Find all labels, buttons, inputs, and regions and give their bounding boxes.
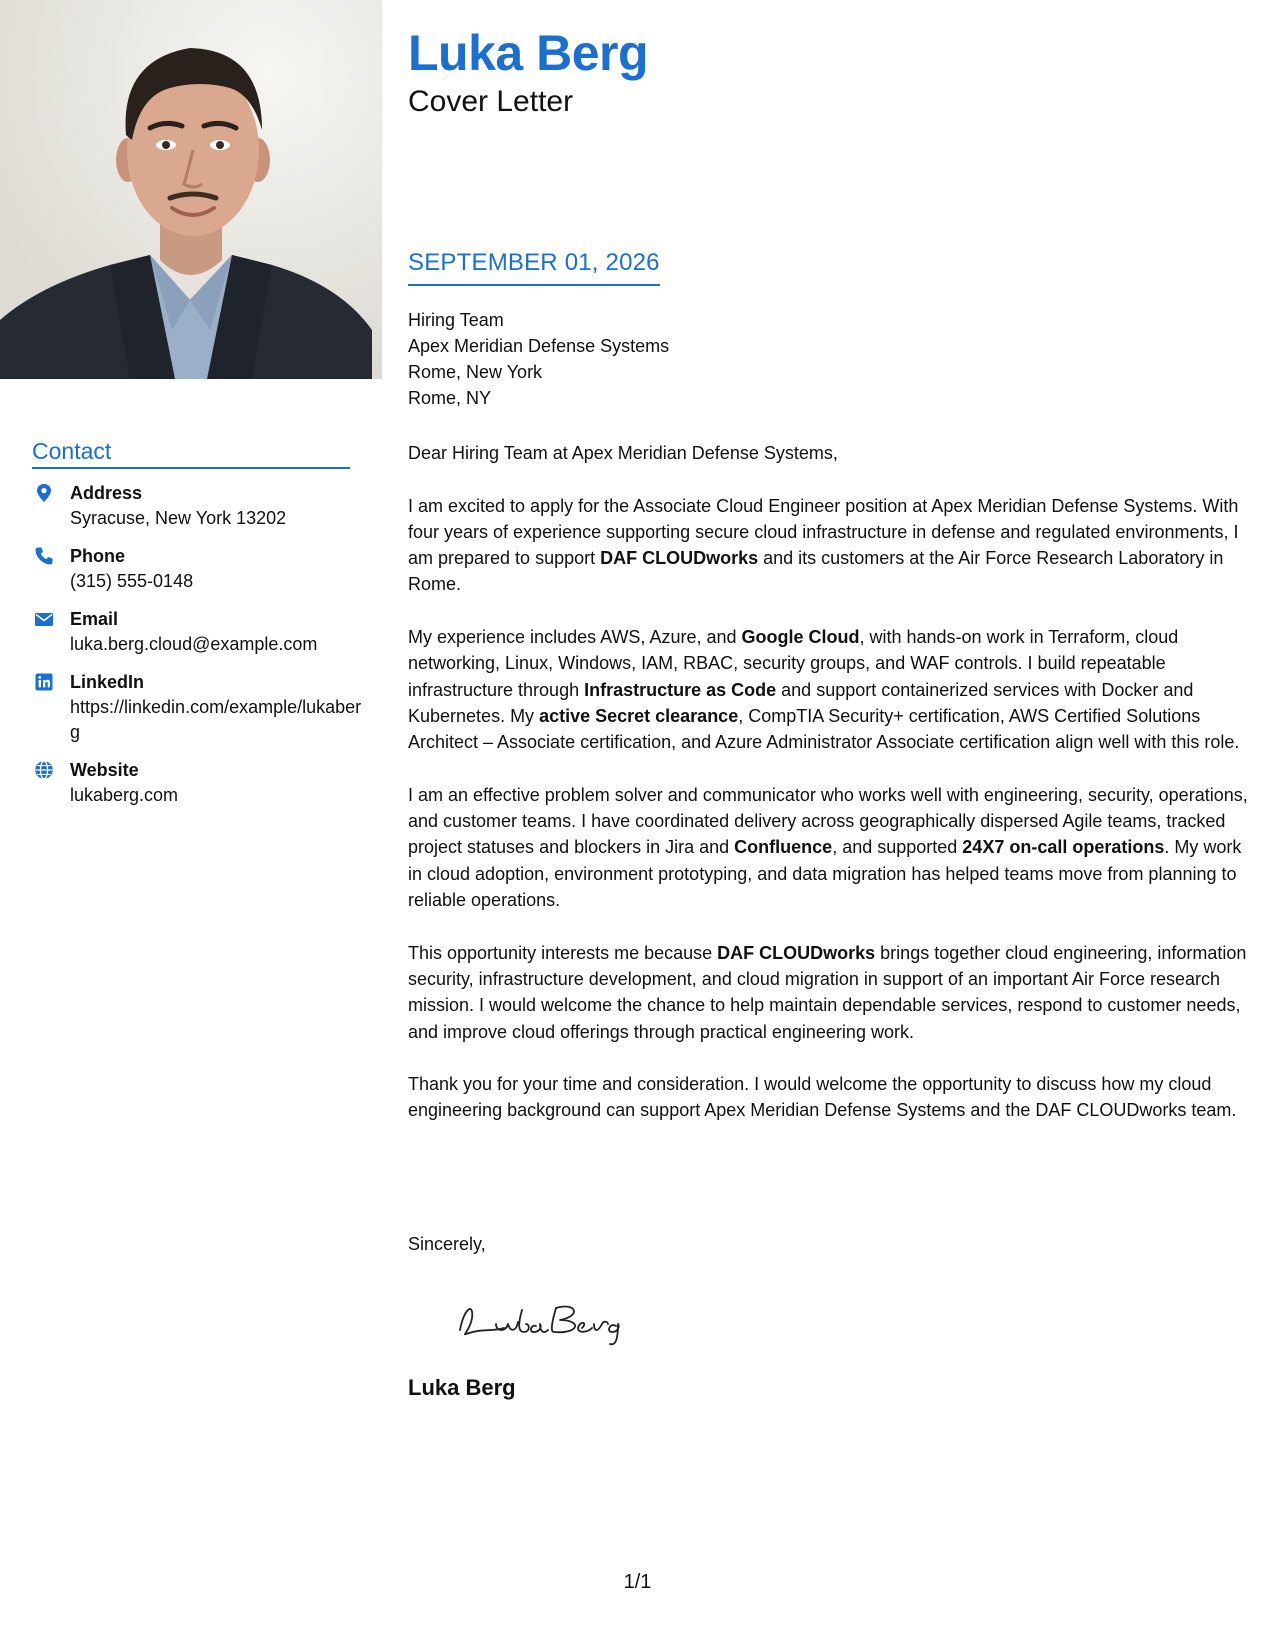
contact-label: Address [70,483,143,503]
contact-label: Phone [70,546,126,566]
contact-label: LinkedIn [70,672,145,692]
contact-list [32,480,362,820]
contact-website [32,757,362,808]
paragraph-5: Thank you for your time and consideration. I would welcome the opportunity to discuss how my cloud engineering background can support Apex Meridian Defense Systems and the DAF CLOUDworks team. [408,1074,1237,1121]
recipient-line: Hiring Team [408,310,504,330]
phone-icon [34,546,54,566]
recipient-line: Apex Meridian Defense Systems [408,336,670,356]
text: I am excited to apply for the Associate Cloud Engineer position at Apex Meridian Defense Systems. With four years of experience supporting secure cloud infrastructure in defense and regulated environments, I am prepared to support [408,495,1239,569]
portrait-illustration [0,0,382,379]
contact-phone [32,543,362,594]
text: and its customers at the Air Force Research Laboratory in Rome. [408,548,1224,595]
text: , CompTIA Security+ certification, AWS Certified Solutions Architect – Associate certification, and Azure Administrator Associate certification align well with this role. [408,705,1240,753]
emphasis: 24X7 on-call operations [962,837,1165,858]
paragraph-2 [408,624,1248,755]
salutation: Dear Hiring Team at Apex Meridian Defense Systems, [408,443,838,463]
emphasis: DAF CLOUDworks [717,942,876,963]
page-number: 1/1 [623,1571,652,1593]
document-type: Cover Letter [408,85,574,118]
contact-label: Website [70,760,139,780]
envelope-icon [34,609,54,629]
contact-value: (315) 555-0148 [70,571,194,591]
text: This opportunity interests me because [408,942,718,963]
applicant-name: Luka Berg [408,25,649,81]
contact-linkedin [32,669,362,745]
emphasis: Infrastructure as Code [584,679,777,700]
text: , and supported [832,837,963,858]
handwritten-signature [452,1288,632,1348]
contact-heading: Contact [32,436,350,469]
paragraph-3 [408,782,1248,913]
paragraph-4 [408,940,1248,1045]
text: My experience includes AWS, Azure, and [408,627,742,648]
contact-email [32,606,362,657]
location-pin-icon [34,483,54,503]
text: , with hands-on work in Terraform, cloud networking, Linux, Windows, IAM, RBAC, security groups, and WAF controls. I build repeatable infrastructure through [408,627,1179,700]
contact-address [32,480,362,531]
contact-value: luka.berg.cloud@example.com [70,634,318,654]
contact-label: Email [70,609,119,629]
recipient-line: Rome, NY [408,388,492,408]
emphasis: Google Cloud [741,627,860,648]
linkedin-icon [34,672,54,692]
letter-date: SEPTEMBER 01, 2026 [408,246,660,286]
contact-value: https://linkedin.com/example/lukaberg [70,697,362,742]
letter-body [408,440,1248,1150]
signer-name: Luka Berg [408,1375,516,1400]
emphasis: Confluence [734,837,833,858]
emphasis: DAF CLOUDworks [600,548,759,569]
closing: Sincerely, [408,1234,486,1254]
recipient-block [408,307,669,411]
text: I am an effective problem solver and communicator who works well with engineering, security, operations, and customer teams. I have coordinated delivery across geographically dispersed Agile teams, tracked project statuses and blockers in Jira and [408,784,1248,858]
contact-value: lukaberg.com [70,785,179,805]
globe-icon [34,760,54,780]
recipient-line: Rome, New York [408,362,543,382]
emphasis: active Secret clearance [539,705,739,726]
contact-value: Syracuse, New York 13202 [70,508,287,528]
text: . My work in cloud adoption, environment prototyping, and data migration has helped teams move from planning to reliable operations. [408,837,1242,911]
text: brings together cloud engineering, information security, infrastructure development, and cloud migration in support of an important Air Force research mission. I would welcome the chance to help maintain dependable services, respond to customer needs, and improve cloud offerings through practical engineering work. [408,942,1247,1042]
profile-photo [0,0,382,379]
text: and support containerized services with Docker and Kubernetes. My [408,679,1194,726]
paragraph-1 [408,493,1248,598]
